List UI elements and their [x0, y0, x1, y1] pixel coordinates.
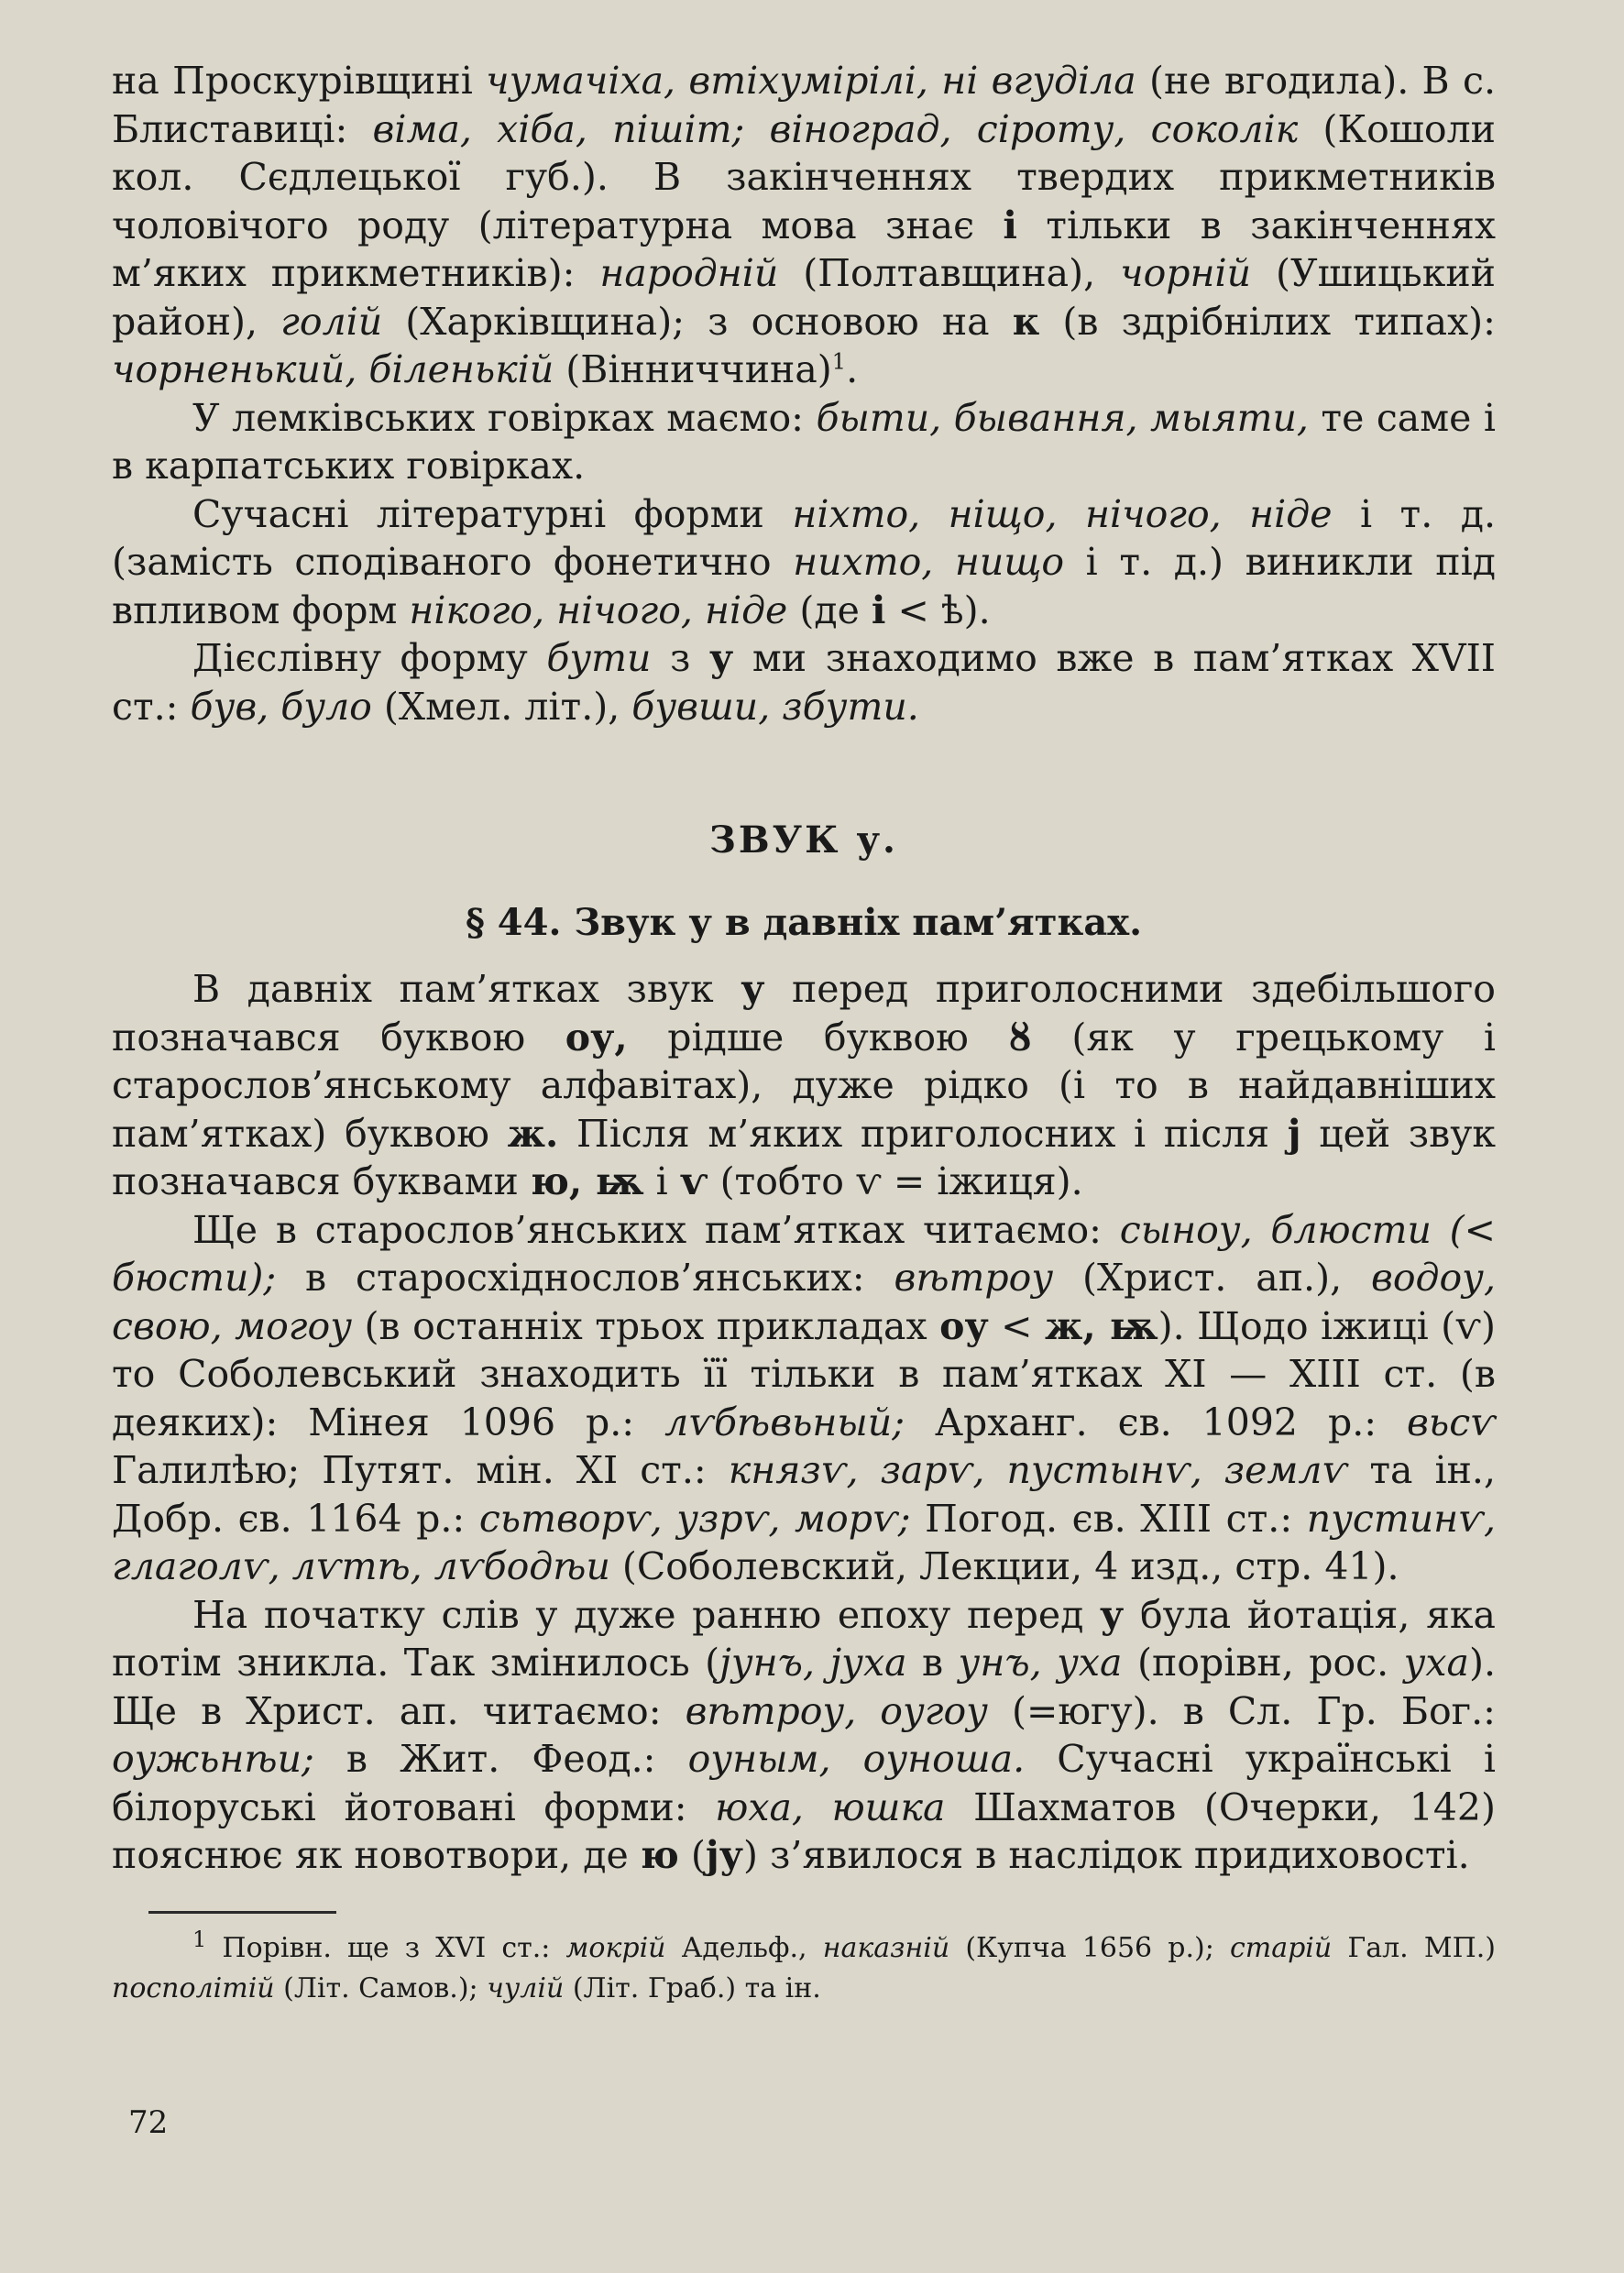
- body-text-section: [112, 965, 1496, 1880]
- p4-run: Дієслівну форму: [192, 636, 547, 680]
- footnote-run: чулій: [487, 1971, 565, 2004]
- footnote-run: 1: [192, 1926, 207, 1952]
- p4-run: ми знаходимо вже в пам’ятках XVII ст.:: [112, 636, 1496, 729]
- p7-run: (порівн, рос.: [1122, 1641, 1404, 1685]
- p6-run: вьсѵ: [1407, 1400, 1496, 1444]
- p6-run: ). Щодо іжиці (ѵ) то Соболевський знаходить її тільки в пам’ятках XI — XIII ст. (в деяких): Мінея 1096 р.:: [112, 1303, 1496, 1444]
- p6-run: Погод. єв. XIII ст.:: [910, 1496, 1307, 1541]
- p5-run: j: [1287, 1111, 1301, 1156]
- p2-run: быти, бывання, мыяти,: [816, 395, 1309, 440]
- p1-run: (не вгодила). В с. Блиставиці:: [112, 59, 1496, 151]
- p1-run: чорній: [1120, 251, 1252, 295]
- p5-run: (як у грецькому і старослов’янському алфавітах), дуже рідко (і то в найдавніших пам’ятках) буквою: [112, 1015, 1496, 1156]
- p1-run: тільки в закінченнях м’яких прикметників):: [112, 203, 1496, 295]
- p6-run: (Христ. ап.),: [1053, 1256, 1371, 1300]
- p7-run: уха: [1403, 1641, 1469, 1685]
- p7-run: у: [1100, 1592, 1125, 1637]
- p1-run: на Проскурівщині: [112, 59, 487, 103]
- p6-run: ж, ѭ: [1045, 1303, 1158, 1348]
- p1-run: к: [1012, 299, 1040, 344]
- paragraph-1: [112, 57, 1496, 394]
- p7-run: в Жит. Феод.:: [313, 1737, 688, 1781]
- p3-run: і т. д. (замість сподіваного фонетично: [112, 491, 1496, 584]
- p7-run: юха, юшка: [715, 1784, 946, 1829]
- p7-run: На початку слів у дуже ранню епоху перед: [192, 1592, 1101, 1637]
- p1-run: і: [1003, 203, 1017, 247]
- footnote-run: (Літ. Самов.);: [274, 1971, 488, 2004]
- p2-run: У лемківських говірках маємо:: [192, 395, 817, 440]
- p3-run: і т. д.) виникли під впливом форм: [112, 540, 1496, 632]
- footnote-run: посполітій: [112, 1971, 275, 2004]
- p1-run: (в здрібнілих типах):: [1039, 299, 1496, 344]
- p7-run: вѣтроу, оугоу: [685, 1688, 988, 1733]
- footnote-run: старій: [1229, 1931, 1333, 1964]
- p1-run: (Вінниччина): [554, 347, 832, 391]
- p7-run: (=югу). в Сл. Гр. Бог.:: [987, 1688, 1496, 1733]
- p5-run: ȣ: [1008, 1015, 1032, 1060]
- p6-run: Арханг. єв. 1092 р.:: [905, 1400, 1408, 1444]
- p5-run: рідше буквою: [627, 1015, 1009, 1060]
- p1-run: (Кошоли кол. Сєдлецької губ.). В закінченнях твердих прикметників чоловічого роду (літературна мова знає: [112, 106, 1496, 247]
- p6-run: <: [988, 1303, 1046, 1348]
- p6-run: оу: [939, 1303, 989, 1348]
- p7-run: Шахматов (Очерки, 142) пояснює як новотвори, де: [112, 1784, 1496, 1877]
- p6-run: вѣтроу: [894, 1256, 1054, 1300]
- p4-run: з: [651, 636, 710, 680]
- p4-run: бувши, збути.: [631, 684, 919, 729]
- p7-run: ) з’явилося в наслідок придиховості.: [742, 1833, 1470, 1877]
- p1-run: народній: [599, 251, 779, 295]
- p6-run: (Соболевский, Лекции, 4 изд., стр. 41).: [609, 1544, 1399, 1588]
- footnote-run: (Літ. Граб.) та ін.: [564, 1971, 821, 2004]
- p3-run: і: [871, 587, 886, 632]
- footnote-run: наказній: [822, 1931, 950, 1964]
- p6-run: князѵ, зарѵ, пустынѵ, землѵ: [728, 1448, 1348, 1492]
- p1-run: чорненький, біленькій: [112, 347, 554, 391]
- p5-run: оу,: [565, 1015, 628, 1060]
- p7-run: jунъ, jуха: [719, 1641, 907, 1685]
- p3-run: нікого, нічого, ніде: [409, 587, 788, 632]
- p3-run: нихто, нищо: [793, 540, 1065, 584]
- footnote-divider: [148, 1911, 336, 1914]
- paragraph-4: [112, 634, 1496, 730]
- p7-run: jу: [705, 1833, 743, 1877]
- p5-run: і: [643, 1159, 680, 1203]
- p4-run: (Хмел. літ.),: [371, 684, 632, 729]
- p6-run: лѵбѣвьный;: [664, 1400, 905, 1444]
- p1-run: (Харківщина); з основою на: [382, 299, 1013, 344]
- p6-run: (в останніх трьох прикладах: [352, 1303, 940, 1348]
- p5-run: (тобто ѵ = іжиця).: [708, 1159, 1083, 1203]
- p2-run: те саме і в карпатських говірках.: [112, 395, 1496, 488]
- p7-run: ю: [640, 1833, 679, 1877]
- p1-run: 1: [831, 348, 847, 375]
- p1-run: (Ушицький район),: [112, 251, 1496, 344]
- p1-run: (Полтавщина),: [778, 251, 1121, 295]
- p3-run: < ѣ).: [885, 587, 991, 632]
- paragraph-6: [112, 1206, 1496, 1591]
- p6-run: сыноу, блюсти (< бюсти);: [112, 1207, 1497, 1300]
- p5-run: ю, ѭ: [530, 1159, 644, 1203]
- footnote-run: Гал. МП.): [1332, 1931, 1496, 1964]
- p6-run: Ще в старослов’янських пам’ятках читаємо:: [192, 1207, 1120, 1252]
- p7-run: (: [678, 1833, 706, 1877]
- p3-run: Сучасні літературні форми: [192, 491, 793, 536]
- p4-run: бути: [546, 636, 652, 680]
- p5-run: перед приголосними здебільшого позначався буквою: [112, 967, 1496, 1060]
- p1-run: .: [846, 347, 859, 391]
- p3-run: ніхто, ніщо, нічого, ніде: [792, 491, 1333, 536]
- footnote-run: мокрій: [565, 1931, 666, 1964]
- p6-run: в старосхіднослов’янських:: [276, 1256, 894, 1300]
- subsection-title: § 44. Звук у в давніх пам’ятках.: [465, 901, 1143, 944]
- paragraph-5: [112, 965, 1496, 1206]
- p7-run: в: [906, 1641, 959, 1685]
- p7-run: була йотація, яка потім зникла. Так змінилось (: [112, 1592, 1496, 1685]
- paragraph-7: [112, 1591, 1496, 1880]
- p5-run: цей звук позначався буквами: [112, 1111, 1496, 1203]
- page-number: 72: [128, 2104, 169, 2141]
- p7-run: Сучасні українські і білоруські йотовані форми:: [112, 1737, 1496, 1829]
- footnotes: [112, 1928, 1496, 2009]
- p6-run: пустинѵ, глаголѵ, лѵтѣ, лѵбодѣи: [112, 1496, 1497, 1588]
- footnote-run: Порівн. ще з XVI ст.:: [206, 1931, 566, 1964]
- p5-run: Після м’яких приголосних і після: [558, 1111, 1288, 1156]
- footnote-1: [112, 1928, 1496, 2009]
- p1-run: голій: [280, 299, 383, 344]
- footnote-run: Адельф.,: [665, 1931, 823, 1964]
- footnote-run: (Купча 1656 р.);: [949, 1931, 1230, 1964]
- p3-run: (де: [787, 587, 872, 632]
- body-text-top: [112, 57, 1496, 730]
- p1-run: чумачіха, втіхумірілі, ні вгуділа: [486, 59, 1136, 103]
- p4-run: у: [709, 636, 734, 680]
- p6-run: та ін., Добр. єв. 1164 р.:: [112, 1448, 1496, 1541]
- p6-run: водоу, свою, могоу: [112, 1256, 1496, 1348]
- p5-run: ѵ: [679, 1159, 708, 1203]
- p1-run: віма, хіба, пішіт; віноград, сіроту, соколік: [372, 106, 1299, 151]
- p7-run: оуным, оуноша.: [687, 1737, 1026, 1781]
- section-title: ЗВУК у.: [709, 818, 898, 862]
- paragraph-3: [112, 490, 1496, 635]
- paragraph-2: [112, 394, 1496, 490]
- p6-run: сьтворѵ, узрѵ, морѵ;: [478, 1496, 911, 1541]
- p7-run: оужьнѣи;: [112, 1737, 314, 1781]
- p5-run: у: [741, 967, 765, 1011]
- p5-run: В давніх пам’ятках звук: [192, 967, 741, 1011]
- p7-run: ). Ще в Христ. ап. читаємо:: [112, 1641, 1496, 1733]
- p7-run: унъ, уха: [958, 1641, 1123, 1685]
- p4-run: був, було: [190, 684, 372, 729]
- p6-run: Галилѣю; Путят. мін. XI ст.:: [112, 1448, 729, 1492]
- p5-run: ж.: [507, 1111, 559, 1156]
